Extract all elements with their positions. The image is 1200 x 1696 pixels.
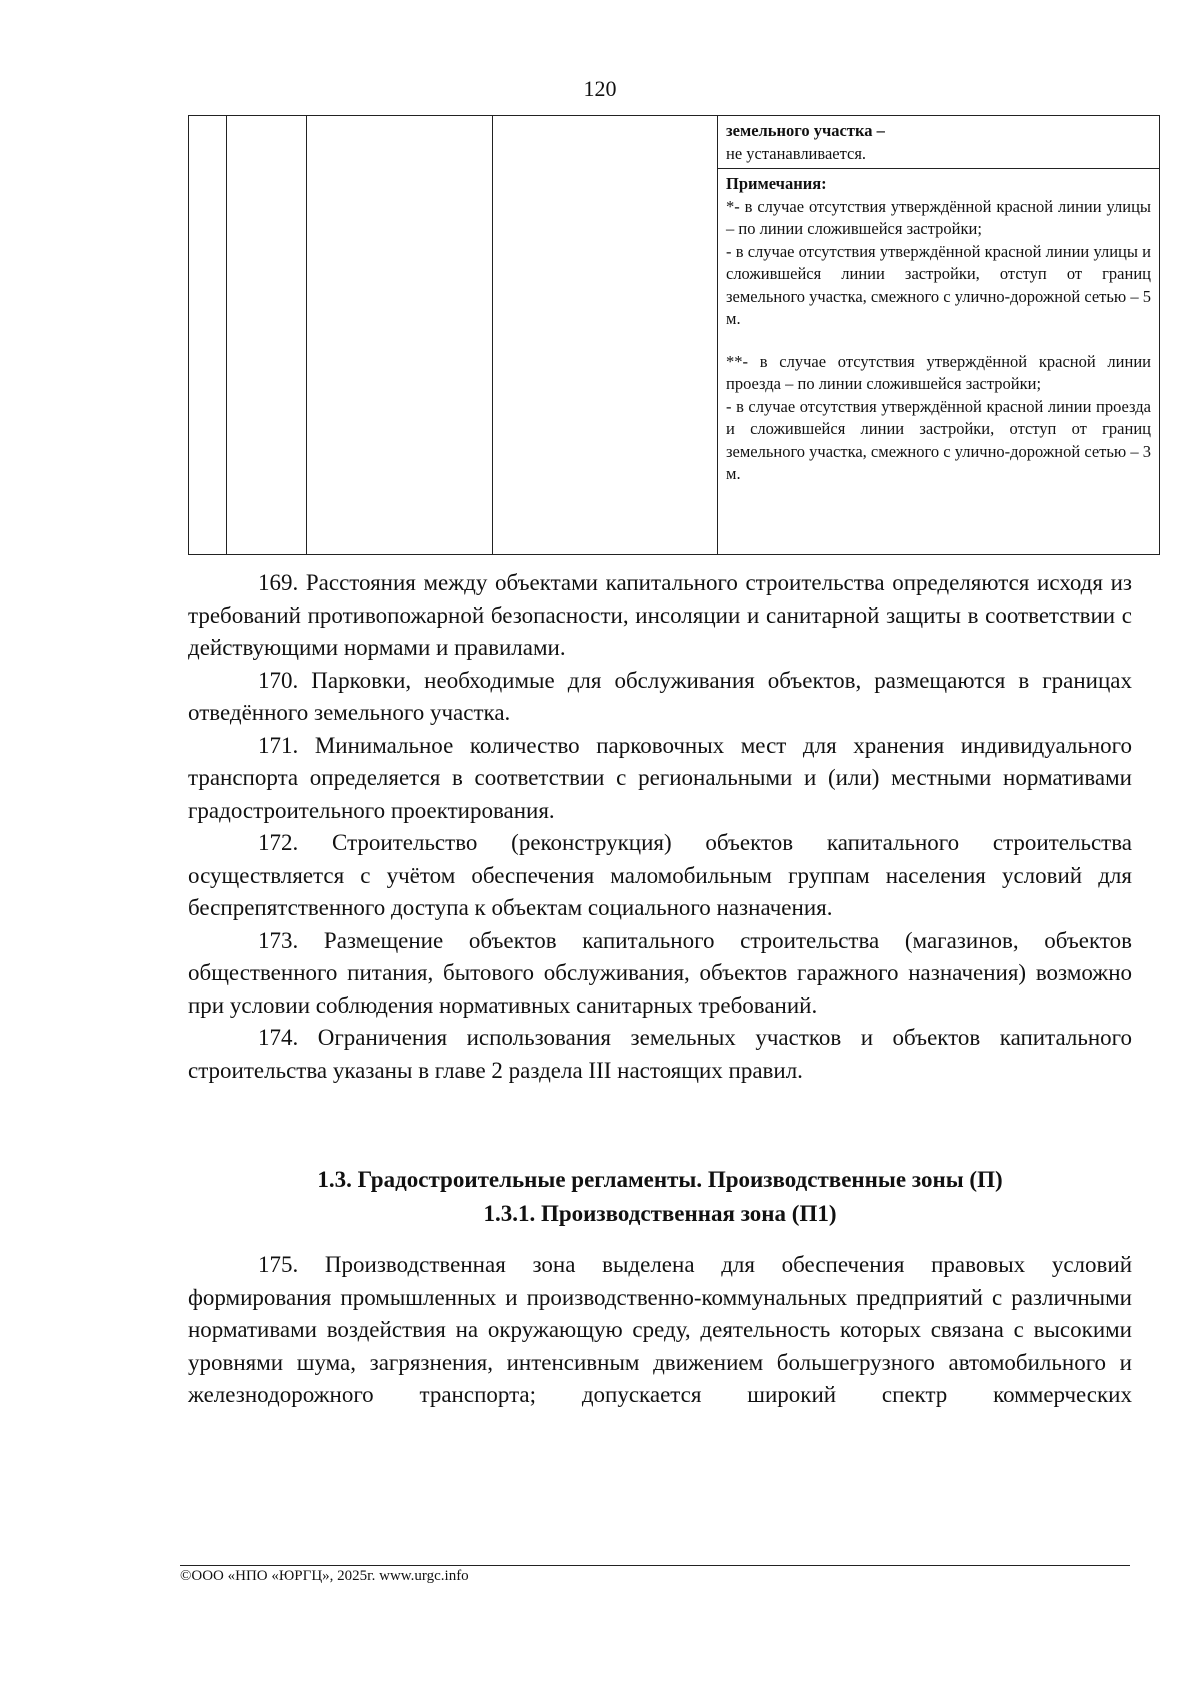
footer-divider	[180, 1565, 1130, 1566]
body-text-175	[188, 1249, 1132, 1412]
note-item: - в случае отсутствия утверждённой красной линии улицы и сложившейся линии застройки, отступ от границ земельного участка, смежного с улично-дорожной сетью – 5 м.	[726, 241, 1151, 328]
regulations-table	[188, 115, 1160, 555]
note-item: - в случае отсутствия утверждённой красной линии проезда и сложившейся линии застройки, отступ от границ земельного участка, смежного с улично-дорожной сетью – 3 м.	[726, 396, 1151, 483]
section-heading-main: 1.3. Градостроительные регламенты. Производственные зоны (П)	[317, 1167, 1003, 1192]
table-cell-empty	[307, 116, 493, 555]
paragraph-172: 172. Строительство (реконструкция) объектов капитального строительства осуществляется с учётом обеспечения маломобильным группам населения условий для беспрепятственного доступа к объектам социального назначения.	[188, 830, 1132, 920]
table-cell-empty	[189, 116, 227, 555]
note-gap	[726, 331, 1151, 351]
paragraph-169: 169. Расстояния между объектами капитального строительства определяются исходя из требований противопожарной безопасности, инсоляции и санитарной защиты в соответствии с действующими нормами и правилами.	[188, 570, 1132, 660]
table-cell-empty	[493, 116, 718, 555]
table-cell-empty	[227, 116, 307, 555]
note-item: *- в случае отсутствия утверждённой красной линии улицы – по линии сложившейся застройки;	[726, 196, 1151, 238]
paragraph-174: 174. Ограничения использования земельных участков и объектов капитального строительства указаны в главе 2 раздела III настоящих правил.	[188, 1025, 1132, 1083]
notes-title: Примечания:	[726, 174, 827, 193]
table-cell-setback	[718, 116, 1160, 169]
footer-copyright: ©ООО «НПО «ЮРГЦ», 2025г. www.urgc.info	[180, 1568, 469, 1584]
section-heading-sub: 1.3.1. Производственная зона (П1)	[483, 1201, 837, 1226]
body-text	[188, 567, 1132, 1087]
paragraph-171: 171. Минимальное количество парковочных мест для хранения индивидуального транспорта определяется в соответствии с региональными и (или) местными нормативами градостроительного проектирования.	[188, 732, 1132, 823]
note-item: **- в случае отсутствия утверждённой красной линии проезда – по линии сложившейся застройки;	[726, 351, 1151, 393]
setback-label: земельного участка –	[726, 121, 885, 140]
paragraph-173: 173. Размещение объектов капитального строительства (магазинов, объектов общественного питания, бытового обслуживания, объектов гаражного назначения) возможно при условии соблюдения нормативных санитарных требований.	[188, 927, 1132, 1018]
page-number: 120	[583, 76, 617, 101]
paragraph-170: 170. Парковки, необходимые для обслуживания объектов, размещаются в границах отведённого земельного участка.	[188, 667, 1132, 725]
table-cell-notes	[718, 169, 1160, 555]
section-heading	[188, 1163, 1132, 1231]
paragraph-175: 175. Производственная зона выделена для обеспечения правовых условий формирования промышленных и производственно-коммунальных предприятий с различными нормативами воздействия на окружающую среду, деятельность которых связана с высокими уровнями шума, загрязнения, интенсивным движением большегрузного автомобильного и железнодорожного транспорта; допускается широкий спектр коммерческих	[188, 1252, 1132, 1407]
table-row	[189, 116, 1160, 169]
setback-value: не устанавливается.	[726, 143, 867, 163]
